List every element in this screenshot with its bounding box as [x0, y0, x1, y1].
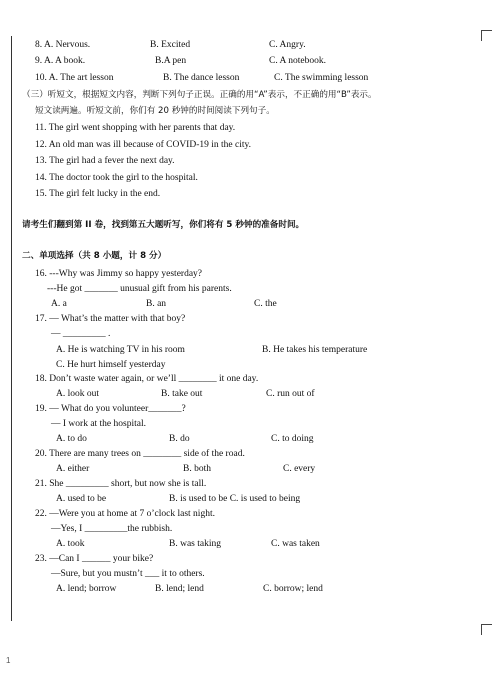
q23-line2: —Sure, but you mustn’t ___ it to others. [51, 569, 205, 579]
statement-12: 12. An old man was ill because of COVID-19 in the city. [35, 140, 251, 150]
notice-text: 请考生们翻到第 II 卷，找到第五大题听写，你们将有 5 秒钟的准备时间。 [22, 220, 305, 230]
part3-instruction-2: 短文读两遍。听短文前，你们有 20 秒钟的时间阅读下列句子。 [35, 106, 275, 116]
q20-option-c: C. every [283, 464, 316, 474]
q18-stem: 18. Don’t waste water again, or we’ll ________ it one day. [35, 374, 259, 384]
q22-line2: —Yes, I _________the rubbish. [51, 524, 173, 534]
q21-stem: 21. She _________ short, but now she is tall. [35, 479, 207, 489]
q19-option-b: B. do [169, 434, 190, 444]
part3-instruction-1: （三）听短文，根据短文内容，判断下列句子正误。正确的用“A”表示，不正确的用“B”表示。 [22, 90, 377, 100]
q23-stem: 23. —Can I ______ your bike? [35, 554, 154, 564]
crop-mark-bottom [481, 624, 492, 635]
q17-line2: — _________ . [51, 329, 111, 339]
q16-option-b: B. an [146, 299, 167, 309]
q16-stem: 16. ---Why was Jimmy so happy yesterday? [35, 269, 203, 279]
q16-line2: ---He got _______ unusual gift from his parents. [47, 284, 232, 294]
statement-14: 14. The doctor took the girl to the hospital. [35, 173, 198, 183]
statement-11: 11. The girl went shopping with her parents that day. [35, 123, 236, 133]
q10-option-a: 10. A. The art lesson [35, 73, 114, 83]
q19-line2: — I work at the hospital. [51, 419, 146, 429]
q17-option-a: A. He is watching TV in his room [56, 345, 185, 355]
q17-option-c: C. He hurt himself yesterday [56, 360, 166, 370]
q22-option-c: C. was taken [271, 539, 320, 549]
q22-option-a: A. took [56, 539, 85, 549]
q9-option-b: B.A pen [155, 56, 187, 66]
q20-stem: 20. There are many trees on ________ side of the road. [35, 449, 245, 459]
q9-option-a: 9. A. A book. [35, 56, 86, 66]
q20-option-b: B. both [183, 464, 211, 474]
q10-option-b: B. The dance lesson [163, 73, 240, 83]
q23-option-b: B. lend; lend [155, 584, 204, 594]
q22-stem: 22. —Were you at home at 7 o’clock last night. [35, 509, 215, 519]
q21-option-a: A. used to be [56, 494, 107, 504]
q23-option-c: C. borrow; lend [263, 584, 323, 594]
q21-option-bc: B. is used to be C. is used to being [169, 494, 301, 504]
q17-option-b: B. He takes his temperature [262, 345, 368, 355]
q19-option-a: A. to do [56, 434, 87, 444]
crop-mark-top [481, 30, 492, 41]
q8-option-b: B. Excited [150, 40, 191, 50]
q8-option-c: C. Angry. [269, 40, 306, 50]
q18-option-c: C. run out of [266, 389, 315, 399]
q20-option-a: A. either [56, 464, 90, 474]
q9-option-c: C. A notebook. [269, 56, 327, 66]
q17-stem: 17. — What’s the matter with that boy? [35, 314, 186, 324]
q18-option-b: B. take out [161, 389, 203, 399]
section2-title: 二、单项选择（共 8 小题，计 8 分） [22, 251, 167, 261]
page-number: 1 [6, 656, 11, 665]
q16-option-c: C. the [254, 299, 277, 309]
q23-option-a: A. lend; borrow [56, 584, 117, 594]
q18-option-a: A. look out [56, 389, 100, 399]
q19-option-c: C. to doing [271, 434, 314, 444]
q16-option-a: A. a [51, 299, 67, 309]
statement-13: 13. The girl had a fever the next day. [35, 156, 175, 166]
margin-line [11, 36, 12, 621]
q8-option-a: 8. A. Nervous. [35, 40, 91, 50]
q10-option-c: C. The swimming lesson [274, 73, 369, 83]
q19-stem: 19. — What do you volunteer_______? [35, 404, 186, 414]
statement-15: 15. The girl felt lucky in the end. [35, 189, 161, 199]
q22-option-b: B. was taking [169, 539, 221, 549]
